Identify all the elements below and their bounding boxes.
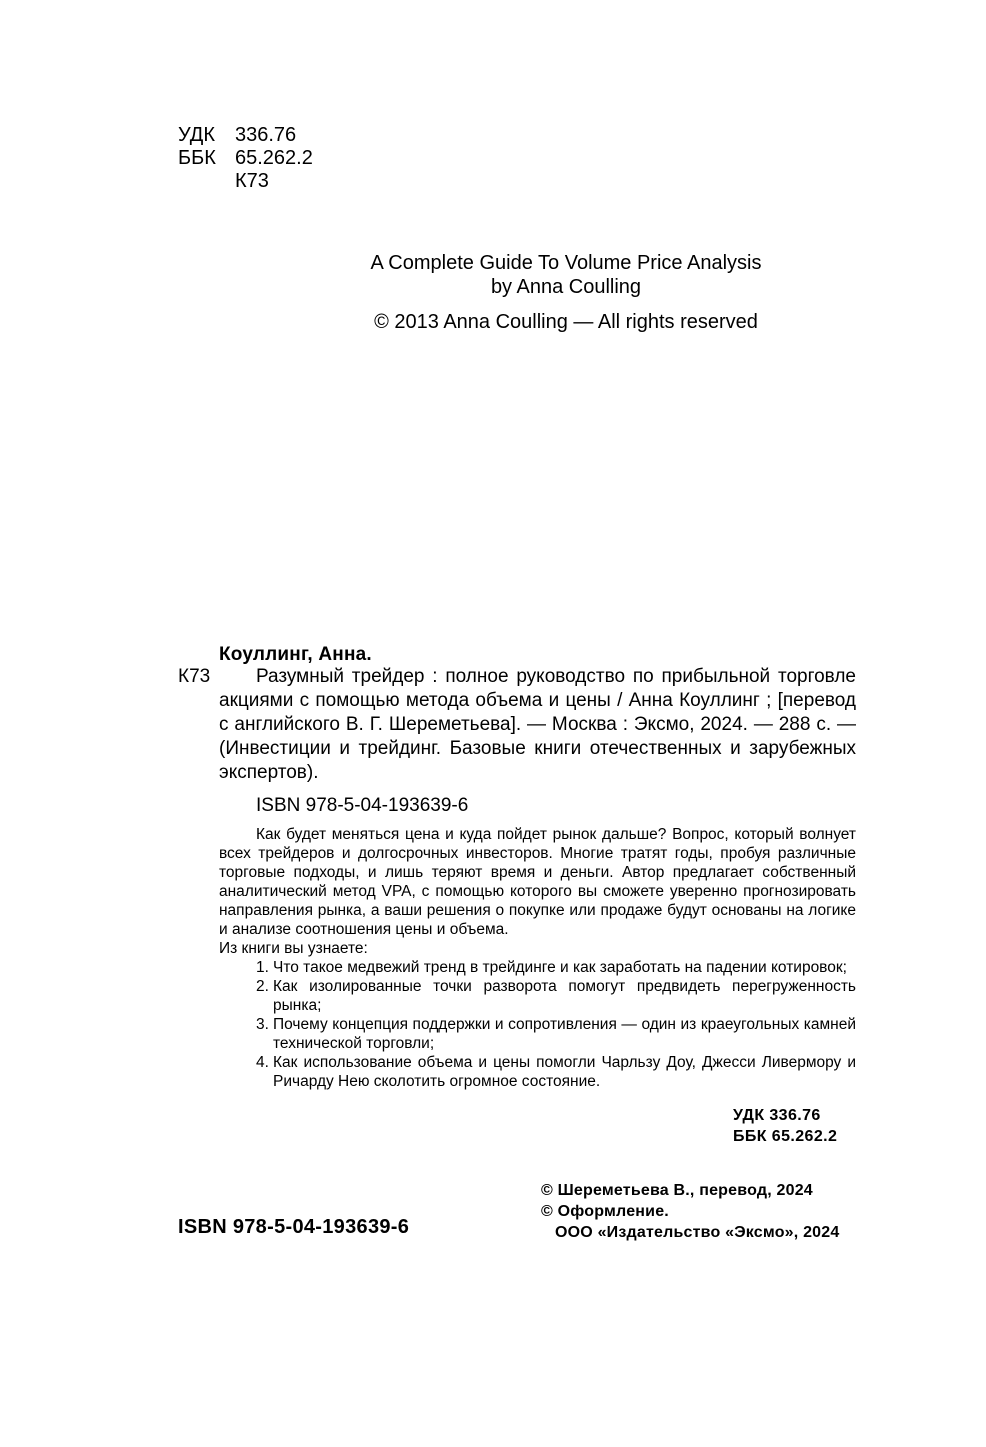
list-item-text: Почему концепция поддержки и сопротивления — один из краеугольных камней технической торговли; <box>273 1016 856 1052</box>
original-byline: by Anna Coulling <box>490 276 642 298</box>
list-item-number: 3. <box>256 1016 269 1033</box>
author-mark-code: К73 <box>178 666 211 687</box>
annotation-list-lead: Из книги вы узнаете: <box>219 940 368 957</box>
list-item-number: 1. <box>256 959 269 976</box>
udk-label: УДК <box>178 124 216 146</box>
classification-top <box>178 124 313 193</box>
original-copyright: © 2013 Anna Coulling — All rights reserved <box>374 311 758 333</box>
annotation-paragraph: Как будет меняться цена и куда пойдет рынок дальше? Вопрос, который волнует всех трейдеров и долгосрочных инвесторов. Многие тратят годы, пробуя различные торговые подходы, и лишь теряют время и деньги. Автор предлагает собственный аналитический метод VPA, с помощью которого вы сможете уверенно прогнозировать направления рынка, а ваши решения о покупке или продаже будут основаны на логике и анализе соотношения цены и объема. <box>219 826 856 938</box>
bibliographic-description: Разумный трейдер : полное руководство по прибыльной торговле акциями с помощью метода объема и цены / Анна Коуллинг ; [перевод с английского В. Г. Шереметьева]. — Москва : Эксмо, 2024. — 288 с. — (Инвестиции и трейдинг. Базовые книги отечественных и зарубежных экспертов). <box>219 666 856 783</box>
list-item <box>256 1015 856 1053</box>
bbk-label: ББК <box>178 147 216 169</box>
original-edition <box>300 251 832 334</box>
udk-row <box>178 124 313 147</box>
list-item <box>256 977 856 1015</box>
isbn-bottom: ISBN 978-5-04-193639-6 <box>178 1216 410 1238</box>
bbk-value: 65.262.2 <box>235 147 313 169</box>
bbk-row <box>178 147 313 170</box>
list-item-number: 2. <box>256 978 269 995</box>
annotation-list <box>219 958 856 1091</box>
publisher-copyright: ООО «Издательство «Эксмо», 2024 <box>555 1224 840 1241</box>
list-item <box>256 1053 856 1091</box>
isbn-record: ISBN 978-5-04-193639-6 <box>256 795 469 816</box>
classification-bottom <box>733 1105 837 1147</box>
bbk-bottom: ББК 65.262.2 <box>733 1128 838 1145</box>
copyright-notices <box>541 1180 839 1243</box>
author-mark: К73 <box>235 170 269 192</box>
translation-copyright: © Шереметьева В., перевод, 2024 <box>541 1182 813 1199</box>
list-item-text: Как изолированные точки разворота помогут предвидеть перегруженность рынка; <box>273 978 856 1014</box>
list-item <box>256 958 856 977</box>
udk-value: 336.76 <box>235 124 297 146</box>
author-mark-row <box>178 170 313 193</box>
list-item-text: Как использование объема и цены помогли Чарльзу Доу, Джесси Ливермору и Ричарду Нею сколотить огромное состояние. <box>273 1054 856 1090</box>
udk-bottom: УДК 336.76 <box>733 1107 821 1124</box>
list-item-number: 4. <box>256 1054 269 1071</box>
original-title: A Complete Guide To Volume Price Analysis <box>370 252 762 274</box>
annotation <box>219 825 856 1091</box>
list-item-text: Что такое медвежий тренд в трейдинге и как заработать на падении котировок; <box>273 959 847 976</box>
design-copyright: © Оформление. <box>541 1203 669 1220</box>
author-heading: Коуллинг, Анна. <box>219 644 372 665</box>
